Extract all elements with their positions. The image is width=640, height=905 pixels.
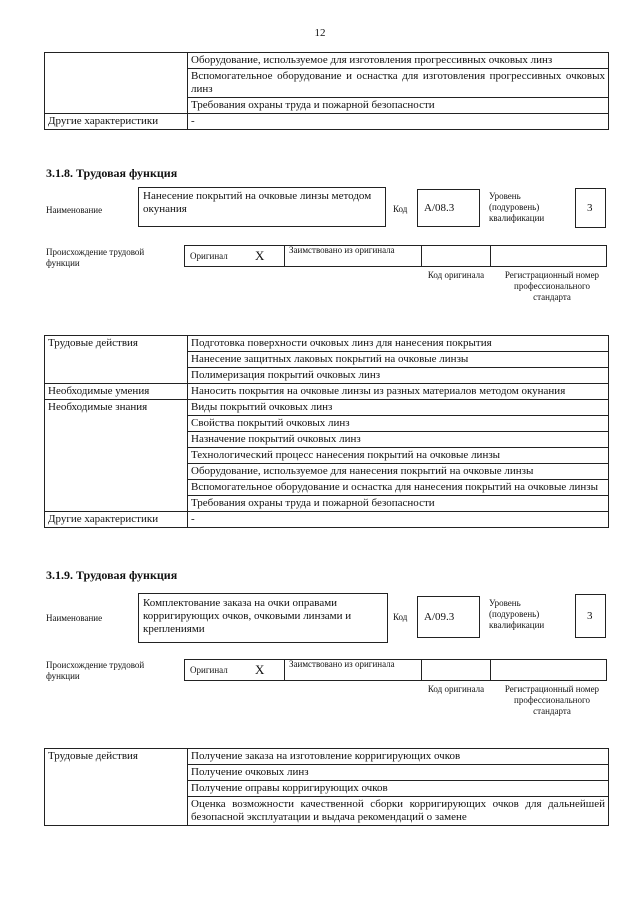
name-label: Наименование [46,613,103,623]
table-row: Получение оправы корригирующих очков [45,781,609,797]
section-heading: 3.1.8. Трудовая функция [46,166,178,180]
table-row: Оборудование, используемое для изготовления прогрессивных очковых линз [45,53,609,69]
table-row: Необходимые умения Наносить покрытия на очковые линзы из разных материалов методом окунания [45,384,609,400]
level-value: 3 [575,188,606,228]
level-value: 3 [575,594,606,638]
function-name: Нанесение покрытий на очковые линзы методом окунания [138,187,386,227]
table-row: Требования охраны труда и пожарной безопасности [45,496,609,512]
original-mark: X [255,662,265,677]
section1-table [44,335,609,528]
borrowed-label: Заимствовано из оригинала [289,245,395,255]
table-row: Оборудование, используемое для нанесения покрытий на очковые линзы [45,464,609,480]
table-row: Другие характеристики - [45,114,609,130]
reg-number-caption: Регистрационный номер профессионального стандарта [504,270,600,302]
code-label: Код [393,612,408,622]
function-name: Комплектование заказа на очки оправами корригирующих очков, очковыми линзами и креплениями [138,593,388,643]
table-row: Нанесение защитных лаковых покрытий на очковые линзы [45,352,609,368]
table-row: Технологический процесс нанесения покрытий на очковые линзы [45,448,609,464]
origin-label: Происхождение трудовой функции [46,247,145,268]
original-label: Оригинал [190,665,228,675]
level-label: Уровень (подуровень) квалификации [489,191,545,223]
table-row: Назначение покрытий очковых линз [45,432,609,448]
section2-table [44,748,609,826]
reg-number-caption: Регистрационный номер профессионального стандарта [504,684,600,716]
code-value: А/09.3 [417,596,480,638]
table-row: Трудовые действия Получение заказа на изготовление корригирующих очков [45,749,609,765]
section-heading: 3.1.9. Трудовая функция [46,568,178,582]
top-table [44,52,609,130]
table-row: Полимеризация покрытий очковых линз [45,368,609,384]
original-mark: X [255,248,265,263]
borrowed-label: Заимствовано из оригинала [289,659,395,669]
table-row: Свойства покрытий очковых линз [45,416,609,432]
original-label: Оригинал [190,251,228,261]
page-number: 12 [314,27,326,39]
table-row: Требования охраны труда и пожарной безопасности [45,98,609,114]
code-original-caption: Код оригинала [427,270,485,280]
table-row: Необходимые знания Виды покрытий очковых линз [45,400,609,416]
table-row: Вспомогательное оборудование и оснастка для нанесения покрытий на очковые линзы [45,480,609,496]
code-label: Код [393,204,408,214]
code-value: А/08.3 [417,189,480,227]
name-label: Наименование [46,205,103,215]
table-row: Вспомогательное оборудование и оснастка для изготовления прогрессивных очковых линз [45,69,609,98]
table-row: Трудовые действия Подготовка поверхности очковых линз для нанесения покрытия [45,336,609,352]
table-row: Другие характеристики - [45,512,609,528]
level-label: Уровень (подуровень) квалификации [489,598,545,630]
origin-label: Происхождение трудовой функции [46,660,145,681]
table-row: Оценка возможности качественной сборки корригирующих очков для дальнейшей безопасной эксплуатации и выдача рекомендаций о замене [45,797,609,826]
table-row: Получение очковых линз [45,765,609,781]
code-original-caption: Код оригинала [427,684,485,694]
